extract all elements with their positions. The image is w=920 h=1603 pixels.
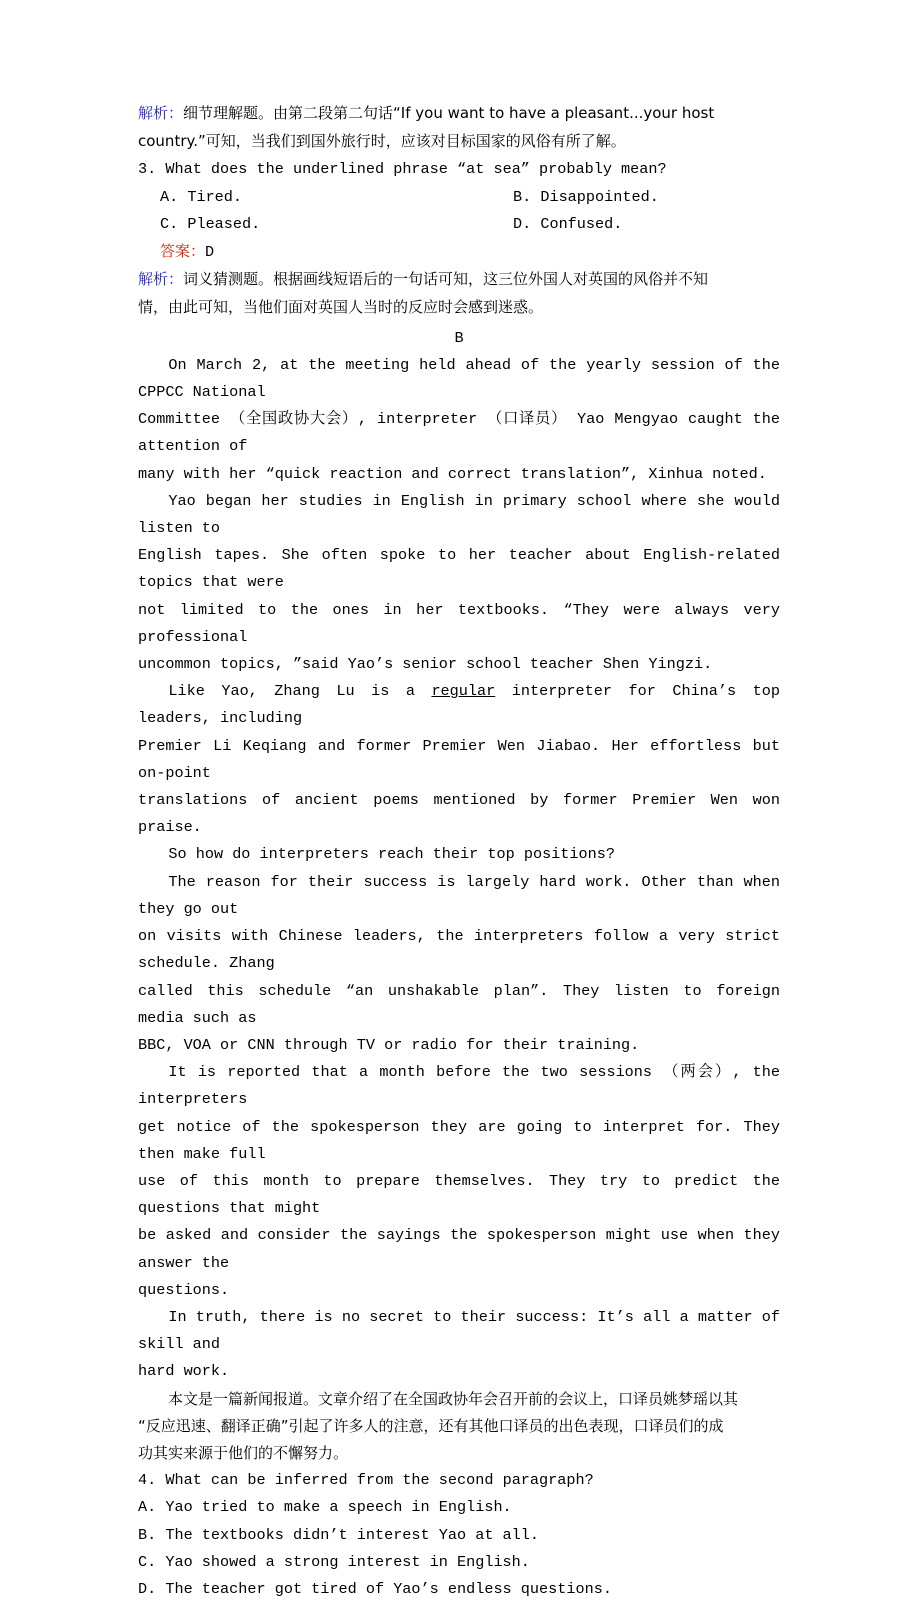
passage-paragraph-3-line-3 <box>138 787 780 841</box>
line: Premier Li Keqiang and former Premier Wen Jiabao. Her effortless but on-point <box>138 736 780 782</box>
passage-paragraph-1-line-2 <box>138 406 780 460</box>
summary-line-3: 功其实来源于他们的不懈努力。 <box>138 1443 349 1462</box>
analysis-label: 解析： <box>138 104 184 122</box>
section-label-b: B <box>454 328 464 347</box>
line: called this schedule “an unshakable plan”. They listen to foreign media such as <box>138 981 780 1027</box>
line: hard work. <box>138 1362 230 1381</box>
question-4-option-c[interactable]: C. Yao showed a strong interest in English. <box>138 1552 530 1571</box>
passage-paragraph-5-line-4 <box>138 1032 780 1059</box>
question-3-analysis-line-1 <box>138 266 780 294</box>
passage-paragraph-6-line-4 <box>138 1222 780 1276</box>
option-d[interactable]: D. Confused. <box>513 214 623 233</box>
passage-paragraph-5-line-3 <box>138 978 780 1032</box>
analysis-text-cont: 情，由此可知，当他们面对英国人当时的反应时会感到迷惑。 <box>138 298 544 317</box>
question-4-option-d[interactable]: D. The teacher got tired of Yao’s endless questions. <box>138 1579 612 1598</box>
question-4-option-b[interactable]: B. The textbooks didn’t interest Yao at all. <box>138 1525 540 1544</box>
line: The reason for their success is largely hard work. Other than when they go out <box>138 872 780 918</box>
line: many with her “quick reaction and correct translation”, Xinhua noted. <box>138 464 767 483</box>
passage-paragraph-2-line-2 <box>138 542 780 596</box>
passage-paragraph-7 <box>138 1304 780 1358</box>
question-3 <box>138 156 780 322</box>
analysis-block-1 <box>138 100 780 156</box>
line: On March 2, at the meeting held ahead of the yearly session of the CPPCC National <box>138 355 780 402</box>
option-c[interactable]: C. Pleased. <box>160 214 261 233</box>
question-4-text: What can be inferred from the second paragraph? <box>165 1471 594 1490</box>
option-b[interactable]: B. Disappointed. <box>513 187 659 206</box>
passage-summary <box>138 1386 780 1468</box>
analysis-line <box>138 100 780 128</box>
question-3-text: What does the underlined phrase “at sea” probably mean? <box>165 160 667 179</box>
line: on visits with Chinese leaders, the interpreters follow a very strict schedule. Zhang <box>138 927 780 973</box>
passage-paragraph-5-line-2 <box>138 923 780 977</box>
summary-line-1: 本文是一篇新闻报道。文章介绍了在全国政协年会召开前的会议上，口译员姚梦瑶以其 <box>168 1389 739 1408</box>
passage-paragraph-2-line-3 <box>138 597 780 651</box>
question-3-options-row-2 <box>138 211 780 238</box>
passage-paragraph-3-line-2 <box>138 733 780 787</box>
line: It is reported that a month before the two sessions （两会）, the interpreters <box>138 1063 780 1109</box>
passage-paragraph-2-line-4 <box>138 651 780 678</box>
analysis-text-1: 细节理解题。由第二段第二句话“If you want to have a pleasant...your host <box>183 104 715 122</box>
question-3-number: 3. <box>138 160 157 179</box>
analysis-line-2 <box>138 128 780 156</box>
line: translations of ancient poems mentioned by former Premier Wen won praise. <box>138 791 780 837</box>
analysis-text-2: country.”可知，当我们到国外旅行时，应该对目标国家的风俗有所了解。 <box>138 132 626 151</box>
passage-paragraph-6 <box>138 1059 780 1113</box>
line: BBC, VOA or CNN through TV or radio for their training. <box>138 1035 640 1054</box>
passage-paragraph-3: Like Yao, Zhang Lu is a regular interpreter for China’s top leaders, including <box>138 682 780 728</box>
answer-value: D <box>205 243 215 262</box>
passage-paragraph-5 <box>138 869 780 923</box>
passage-paragraph-1-line-3 <box>138 461 780 488</box>
analysis-text: 词义猜测题。根据画线短语后的一句话可知，这三位外国人对英国的风俗并不知 <box>183 270 709 289</box>
question-4 <box>138 1467 780 1603</box>
underlined-word-regular: regular <box>431 682 496 701</box>
question-4-stem <box>138 1467 780 1494</box>
option-a[interactable]: A. Tired. <box>160 187 243 206</box>
line: get notice of the spokesperson they are going to interpret for. They then make full <box>138 1117 780 1163</box>
analysis-label: 解析： <box>138 270 184 289</box>
passage-paragraph-6-line-3 <box>138 1168 780 1222</box>
passage-paragraph-1 <box>138 352 780 406</box>
line: uncommon topics, ”said Yao’s senior school teacher Shen Yingzi. <box>138 655 713 674</box>
question-4-number: 4. <box>138 1471 157 1490</box>
line: Committee （全国政协大会）, interpreter （口译员） Yao Mengyao caught the attention of <box>138 410 780 456</box>
passage-paragraph-4 <box>138 841 780 868</box>
answer-label: 答案： <box>160 242 206 261</box>
passage-paragraph-6-line-2 <box>138 1114 780 1168</box>
line: English tapes. She often spoke to her teacher about English-related topics that were <box>138 546 780 592</box>
line: not limited to the ones in her textbooks. “They were always very professional <box>138 600 780 646</box>
line: questions. <box>138 1280 230 1299</box>
passage-paragraph-6-line-5 <box>138 1277 780 1304</box>
line: use of this month to prepare themselves. They try to predict the questions that might <box>138 1171 780 1218</box>
question-3-options-row-1 <box>138 184 780 211</box>
line: In truth, there is no secret to their success: It’s all a matter of skill and <box>138 1307 780 1354</box>
line: Yao began her studies in English in primary school where she would listen to <box>138 491 780 538</box>
question-3-answer <box>138 238 780 266</box>
summary-line-2: “反应迅速、翻译正确”引起了许多人的注意，还有其他口译员的出色表现，口译员们的成 <box>138 1416 724 1435</box>
line: So how do interpreters reach their top positions? <box>168 845 615 864</box>
question-3-analysis-line-2 <box>138 294 780 322</box>
passage-paragraph-7-line-2 <box>138 1358 780 1385</box>
passage-paragraph-2 <box>138 488 780 542</box>
line: be asked and consider the sayings the spokesperson might use when they answer the <box>138 1226 780 1272</box>
question-3-stem <box>138 156 780 183</box>
question-4-option-a[interactable]: A. Yao tried to make a speech in English. <box>138 1498 512 1517</box>
passage-b <box>138 352 780 1386</box>
